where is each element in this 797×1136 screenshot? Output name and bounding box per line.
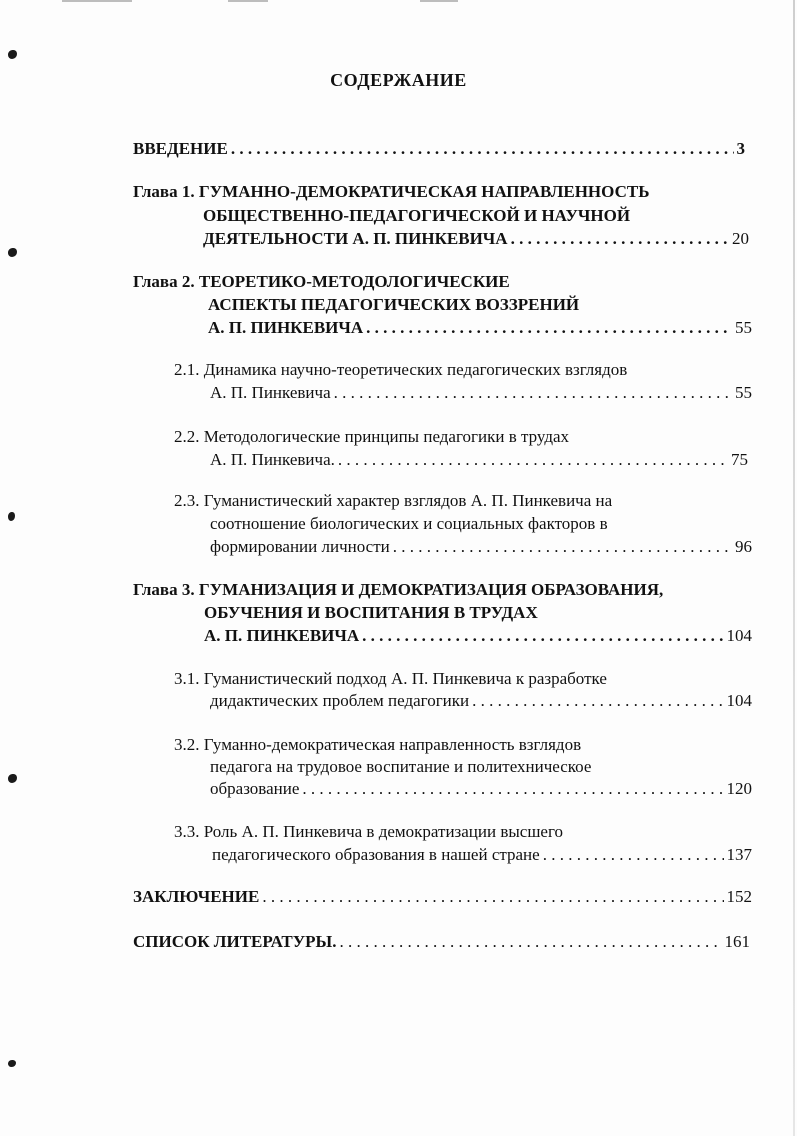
binding-hole-mark: [8, 1060, 16, 1067]
dot-leader: [362, 625, 723, 647]
section-title: педагогического образования в нашей стране: [212, 845, 540, 864]
section-title: образование: [210, 779, 300, 798]
chapter-title: ТЕОРЕТИКО-МЕТОДОЛОГИЧЕСКИЕ: [198, 272, 510, 291]
dot-leader: [231, 138, 734, 160]
toc-page-number: 55: [735, 383, 752, 402]
toc-section-2-3-line3[interactable]: [210, 536, 752, 558]
scan-edge: [793, 0, 795, 1136]
toc-chapter-3-line1[interactable]: [133, 579, 663, 601]
section-title: дидактических проблем педагогики: [210, 691, 470, 710]
toc-chapter-1-line1[interactable]: [133, 181, 649, 203]
chapter-prefix: Глава 1.: [133, 182, 195, 201]
binding-hole-mark: [8, 512, 15, 521]
dot-leader: [366, 317, 732, 339]
toc-section-2-2-line2[interactable]: [210, 449, 748, 471]
section-title: формировании личности: [210, 537, 390, 556]
toc-chapter-2-line2: АСПЕКТЫ ПЕДАГОГИЧЕСКИХ ВОЗЗРЕНИЙ: [208, 295, 580, 314]
toc-page-number: 75: [731, 450, 748, 469]
toc-label: СПИСОК ЛИТЕРАТУРЫ.: [133, 932, 337, 951]
toc-page-number: 104: [726, 626, 752, 645]
toc-chapter-3-line2: ОБУЧЕНИЯ И ВОСПИТАНИЯ В ТРУДАХ: [204, 603, 538, 622]
toc-chapter-1-line2: ОБЩЕСТВЕННО-ПЕДАГОГИЧЕСКОЙ И НАУЧНОЙ: [203, 206, 631, 225]
binding-hole-mark: [8, 248, 17, 257]
dot-leader: [543, 844, 724, 866]
dot-leader: [340, 931, 722, 953]
chapter-title: ГУМАНИЗАЦИЯ И ДЕМОКРАТИЗАЦИЯ ОБРАЗОВАНИЯ,: [198, 580, 664, 599]
chapter-title: ГУМАННО-ДЕМОКРАТИЧЕСКАЯ НАПРАВЛЕННОСТЬ: [198, 182, 650, 201]
toc-page-number: 3: [736, 139, 745, 158]
toc-page-number: 55: [735, 318, 752, 337]
toc-entry-intro[interactable]: [133, 138, 745, 160]
toc-page-number: 152: [726, 887, 752, 906]
binding-hole-mark: [8, 50, 17, 59]
toc-section-3-2-line2: педагога на трудовое воспитание и политехническое: [210, 757, 592, 776]
chapter-prefix: Глава 3.: [133, 580, 195, 599]
toc-entry-conclusion[interactable]: [133, 886, 752, 908]
section-title: А. П. Пинкевича.: [210, 450, 335, 469]
dot-leader: [472, 690, 723, 712]
toc-label: ВВЕДЕНИЕ: [133, 139, 228, 158]
dot-leader: [338, 449, 728, 471]
binding-hole-mark: [8, 774, 17, 783]
dot-leader: [393, 536, 732, 558]
toc-section-3-3-line2[interactable]: [212, 844, 752, 866]
toc-section-3-1-line1[interactable]: 3.1. Гуманистический подход А. П. Пинкевича к разработке: [174, 669, 607, 688]
chapter-title: ДЕЯТЕЛЬНОСТИ А. П. ПИНКЕВИЧА: [203, 229, 508, 248]
page-title: СОДЕРЖАНИЕ: [330, 70, 467, 90]
chapter-prefix: Глава 2.: [133, 272, 195, 291]
toc-chapter-1-line3[interactable]: [203, 228, 749, 250]
toc-entry-references[interactable]: [133, 931, 750, 953]
toc-page-number: 20: [732, 229, 749, 248]
toc-page-number: 104: [726, 691, 752, 710]
scan-artifact: [420, 0, 458, 2]
toc-chapter-2-line3[interactable]: [208, 317, 752, 339]
toc-page-number: 96: [735, 537, 752, 556]
toc-section-2-1-line2[interactable]: [210, 382, 752, 404]
toc-page-number: 137: [726, 845, 752, 864]
dot-leader: [334, 382, 732, 404]
chapter-title: А. П. ПИНКЕВИЧА: [204, 626, 360, 645]
scan-artifact: [228, 0, 268, 2]
toc-label: ЗАКЛЮЧЕНИЕ: [133, 887, 260, 906]
toc-section-3-3-line1[interactable]: 3.3. Роль А. П. Пинкевича в демократизации высшего: [174, 822, 564, 841]
dot-leader: [302, 778, 723, 800]
dot-leader: [511, 228, 729, 250]
chapter-title: А. П. ПИНКЕВИЧА: [208, 318, 364, 337]
toc-section-2-3-line1[interactable]: 2.3. Гуманистический характер взглядов А. П. Пинкевича на: [174, 491, 613, 510]
toc-section-3-1-line2[interactable]: [210, 690, 752, 712]
toc-section-2-2-line1[interactable]: 2.2. Методологические принципы педагогики в трудах: [174, 427, 570, 446]
toc-section-2-1-line1[interactable]: 2.1. Динамика научно-теоретических педагогических взглядов: [174, 360, 628, 379]
toc-chapter-3-line3[interactable]: [204, 625, 752, 647]
scan-artifact: [62, 0, 132, 2]
toc-section-3-2-line3[interactable]: [210, 778, 752, 800]
toc-section-2-3-line2: соотношение биологических и социальных факторов в: [210, 514, 608, 533]
toc-page-number: 120: [726, 779, 752, 798]
toc-section-3-2-line1[interactable]: 3.2. Гуманно-демократическая направленность взглядов: [174, 735, 582, 754]
toc-chapter-2-line1[interactable]: [133, 271, 510, 293]
toc-page-number: 161: [724, 932, 750, 951]
dot-leader: [262, 886, 723, 908]
section-title: А. П. Пинкевича: [210, 383, 331, 402]
